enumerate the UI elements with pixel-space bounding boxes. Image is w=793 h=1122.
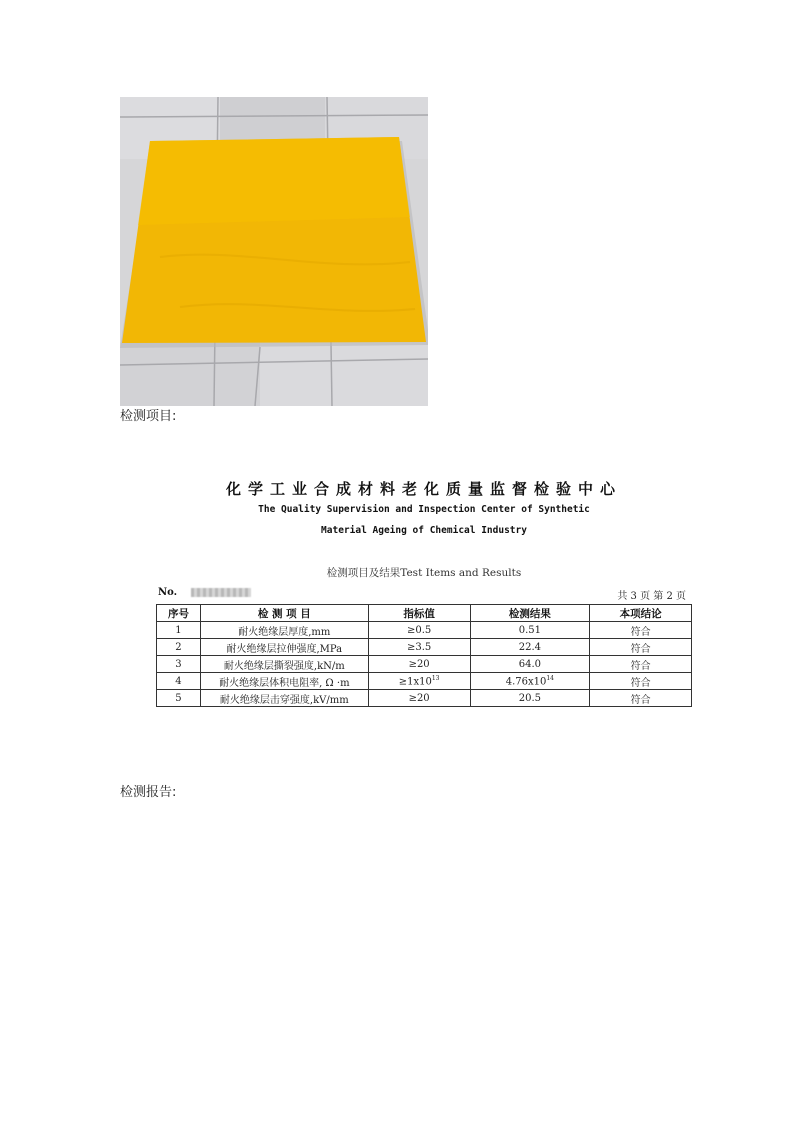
header-spec: 指标值 [368, 605, 470, 622]
product-photo [120, 97, 428, 406]
results-table [156, 604, 692, 707]
spec-exponent: 13 [431, 674, 440, 682]
table-row [157, 639, 692, 656]
cell-spec: ≥20 [368, 656, 470, 673]
org-name-en-line1: The Quality Supervision and Inspection Center of Synthetic [258, 504, 590, 515]
cell-conclusion: 符合 [590, 690, 692, 707]
cell-index: 1 [157, 622, 201, 639]
report-number [158, 587, 251, 598]
header-conclusion: 本项结论 [590, 605, 692, 622]
cell-conclusion: 符合 [590, 622, 692, 639]
table-row [157, 656, 692, 673]
cell-result: 20.5 [470, 690, 590, 707]
org-name-en-line2: Material Ageing of Chemical Industry [321, 525, 527, 536]
header-index: 序号 [157, 605, 201, 622]
table-row [157, 622, 692, 639]
cell-spec: ≥3.5 [368, 639, 470, 656]
cell-conclusion: 符合 [590, 639, 692, 656]
org-name-cn: 化学工业合成材料老化质量监督检验中心 [225, 480, 622, 498]
page-info: 共 3 页 第 2 页 [617, 591, 686, 602]
cell-index: 5 [157, 690, 201, 707]
cell-index: 3 [157, 656, 201, 673]
cell-spec: ≥20 [368, 690, 470, 707]
section-label-test-report: 检测报告: [120, 785, 177, 800]
fire-blanket-image [120, 97, 428, 406]
cell-item: 耐火绝缘层体积电阻率, Ω ·m [200, 673, 368, 690]
cell-conclusion: 符合 [590, 673, 692, 690]
cell-item: 耐火绝缘层击穿强度,kV/mm [200, 690, 368, 707]
cell-result: 64.0 [470, 656, 590, 673]
table-header-row [157, 605, 692, 622]
section-label-test-items: 检测项目: [120, 409, 177, 424]
result-base: 4.76x10 [505, 676, 547, 688]
report-number-label: No. [158, 587, 178, 598]
cell-index: 2 [157, 639, 201, 656]
spec-base: ≥1x10 [398, 676, 432, 688]
header-result: 检测结果 [470, 605, 590, 622]
table-title: 检测项目及结果Test Items and Results [326, 567, 522, 579]
cell-spec: ≥0.5 [368, 622, 470, 639]
cell-index: 4 [157, 673, 201, 690]
cell-item: 耐火绝缘层撕裂强度,kN/m [200, 656, 368, 673]
table-row [157, 673, 692, 690]
cell-spec [368, 673, 470, 690]
cell-result: 22.4 [470, 639, 590, 656]
cell-conclusion: 符合 [590, 656, 692, 673]
cell-result [470, 673, 590, 690]
cell-item: 耐火绝缘层厚度,mm [200, 622, 368, 639]
report-excerpt [150, 470, 698, 720]
header-item: 检 测 项 目 [200, 605, 368, 622]
result-exponent: 14 [546, 674, 554, 682]
cell-result: 0.51 [470, 622, 590, 639]
cell-item: 耐火绝缘层拉伸强度,MPa [200, 639, 368, 656]
redacted-number [191, 588, 251, 597]
table-row [157, 690, 692, 707]
